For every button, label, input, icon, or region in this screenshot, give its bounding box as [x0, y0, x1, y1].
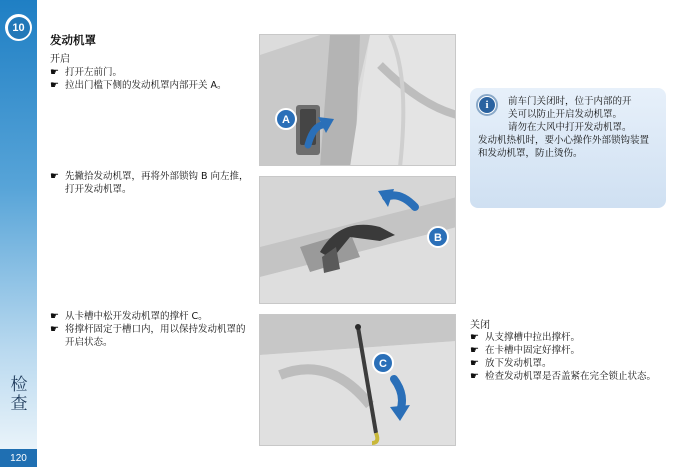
photo-support-rod — [259, 314, 456, 446]
open-steps-2 — [50, 170, 250, 196]
list-item: ☛ 打开左前门。 — [50, 67, 123, 78]
list-item: ☛ 在卡槽中固定好撑杆。 — [470, 345, 581, 356]
chapter-title: 检查 — [10, 375, 28, 414]
list-item: ☛ 放下发动机罩。 — [470, 358, 552, 369]
photo-interior-release — [259, 34, 456, 166]
pointing-hand-icon: ☛ — [50, 311, 59, 322]
photo-interior-release-drawing — [260, 35, 456, 166]
chapter-number-badge — [5, 14, 32, 41]
pointing-hand-icon: ☛ — [50, 324, 59, 335]
info-note-text: 前车门关闭时，位于内部的开 关可以防止开启发动机罩。 请勿在大风中打开发动机罩。 发动机热机时，要小心操作外部锁钩装置和发动机罩，防止烫伤。 — [478, 96, 650, 159]
info-note-box — [470, 88, 666, 208]
open-steps-3 — [50, 310, 250, 349]
close-heading: 关闭 — [470, 320, 490, 331]
list-item: ☛ 拉出门槛下侧的发动机罩内部开关 A。 — [50, 80, 227, 91]
label-a: A — [282, 114, 290, 126]
list-item: ☛ 从支撑槽中拉出撑杆。 — [470, 332, 581, 343]
pointing-hand-icon: ☛ — [50, 171, 59, 182]
open-heading: 开启 — [50, 54, 70, 65]
pointing-hand-icon: ☛ — [470, 345, 479, 356]
label-b: B — [434, 232, 442, 244]
list-item: ☛ 检查发动机罩是否盖紧在完全锁止状态。 — [470, 371, 657, 382]
pointing-hand-icon: ☛ — [470, 371, 479, 382]
pointing-hand-icon: ☛ — [50, 80, 59, 91]
open-steps-1 — [50, 66, 250, 92]
photo-external-hook-drawing — [260, 177, 456, 304]
pointing-hand-icon: ☛ — [50, 67, 59, 78]
pointing-hand-icon: ☛ — [470, 332, 479, 343]
list-item: ☛ 先撇拾发动机罩，再将外部锁钩 B 向左推，打开发动机罩。 — [50, 171, 249, 195]
photo-external-hook — [259, 176, 456, 304]
section-title: 发动机罩 — [50, 33, 96, 47]
list-item: ☛ 从卡槽中松开发动机罩的撑杆 C。 — [50, 311, 208, 322]
page-number: 120 — [0, 449, 37, 467]
label-c: C — [379, 358, 387, 370]
photo-support-rod-drawing — [260, 315, 456, 446]
info-icon: i — [476, 94, 498, 116]
list-item: ☛ 将撑杆固定于槽口内，用以保持发动机罩的开启状态。 — [50, 324, 246, 348]
chapter-number: 10 — [8, 17, 30, 39]
pointing-hand-icon: ☛ — [470, 358, 479, 369]
close-steps — [470, 331, 670, 383]
